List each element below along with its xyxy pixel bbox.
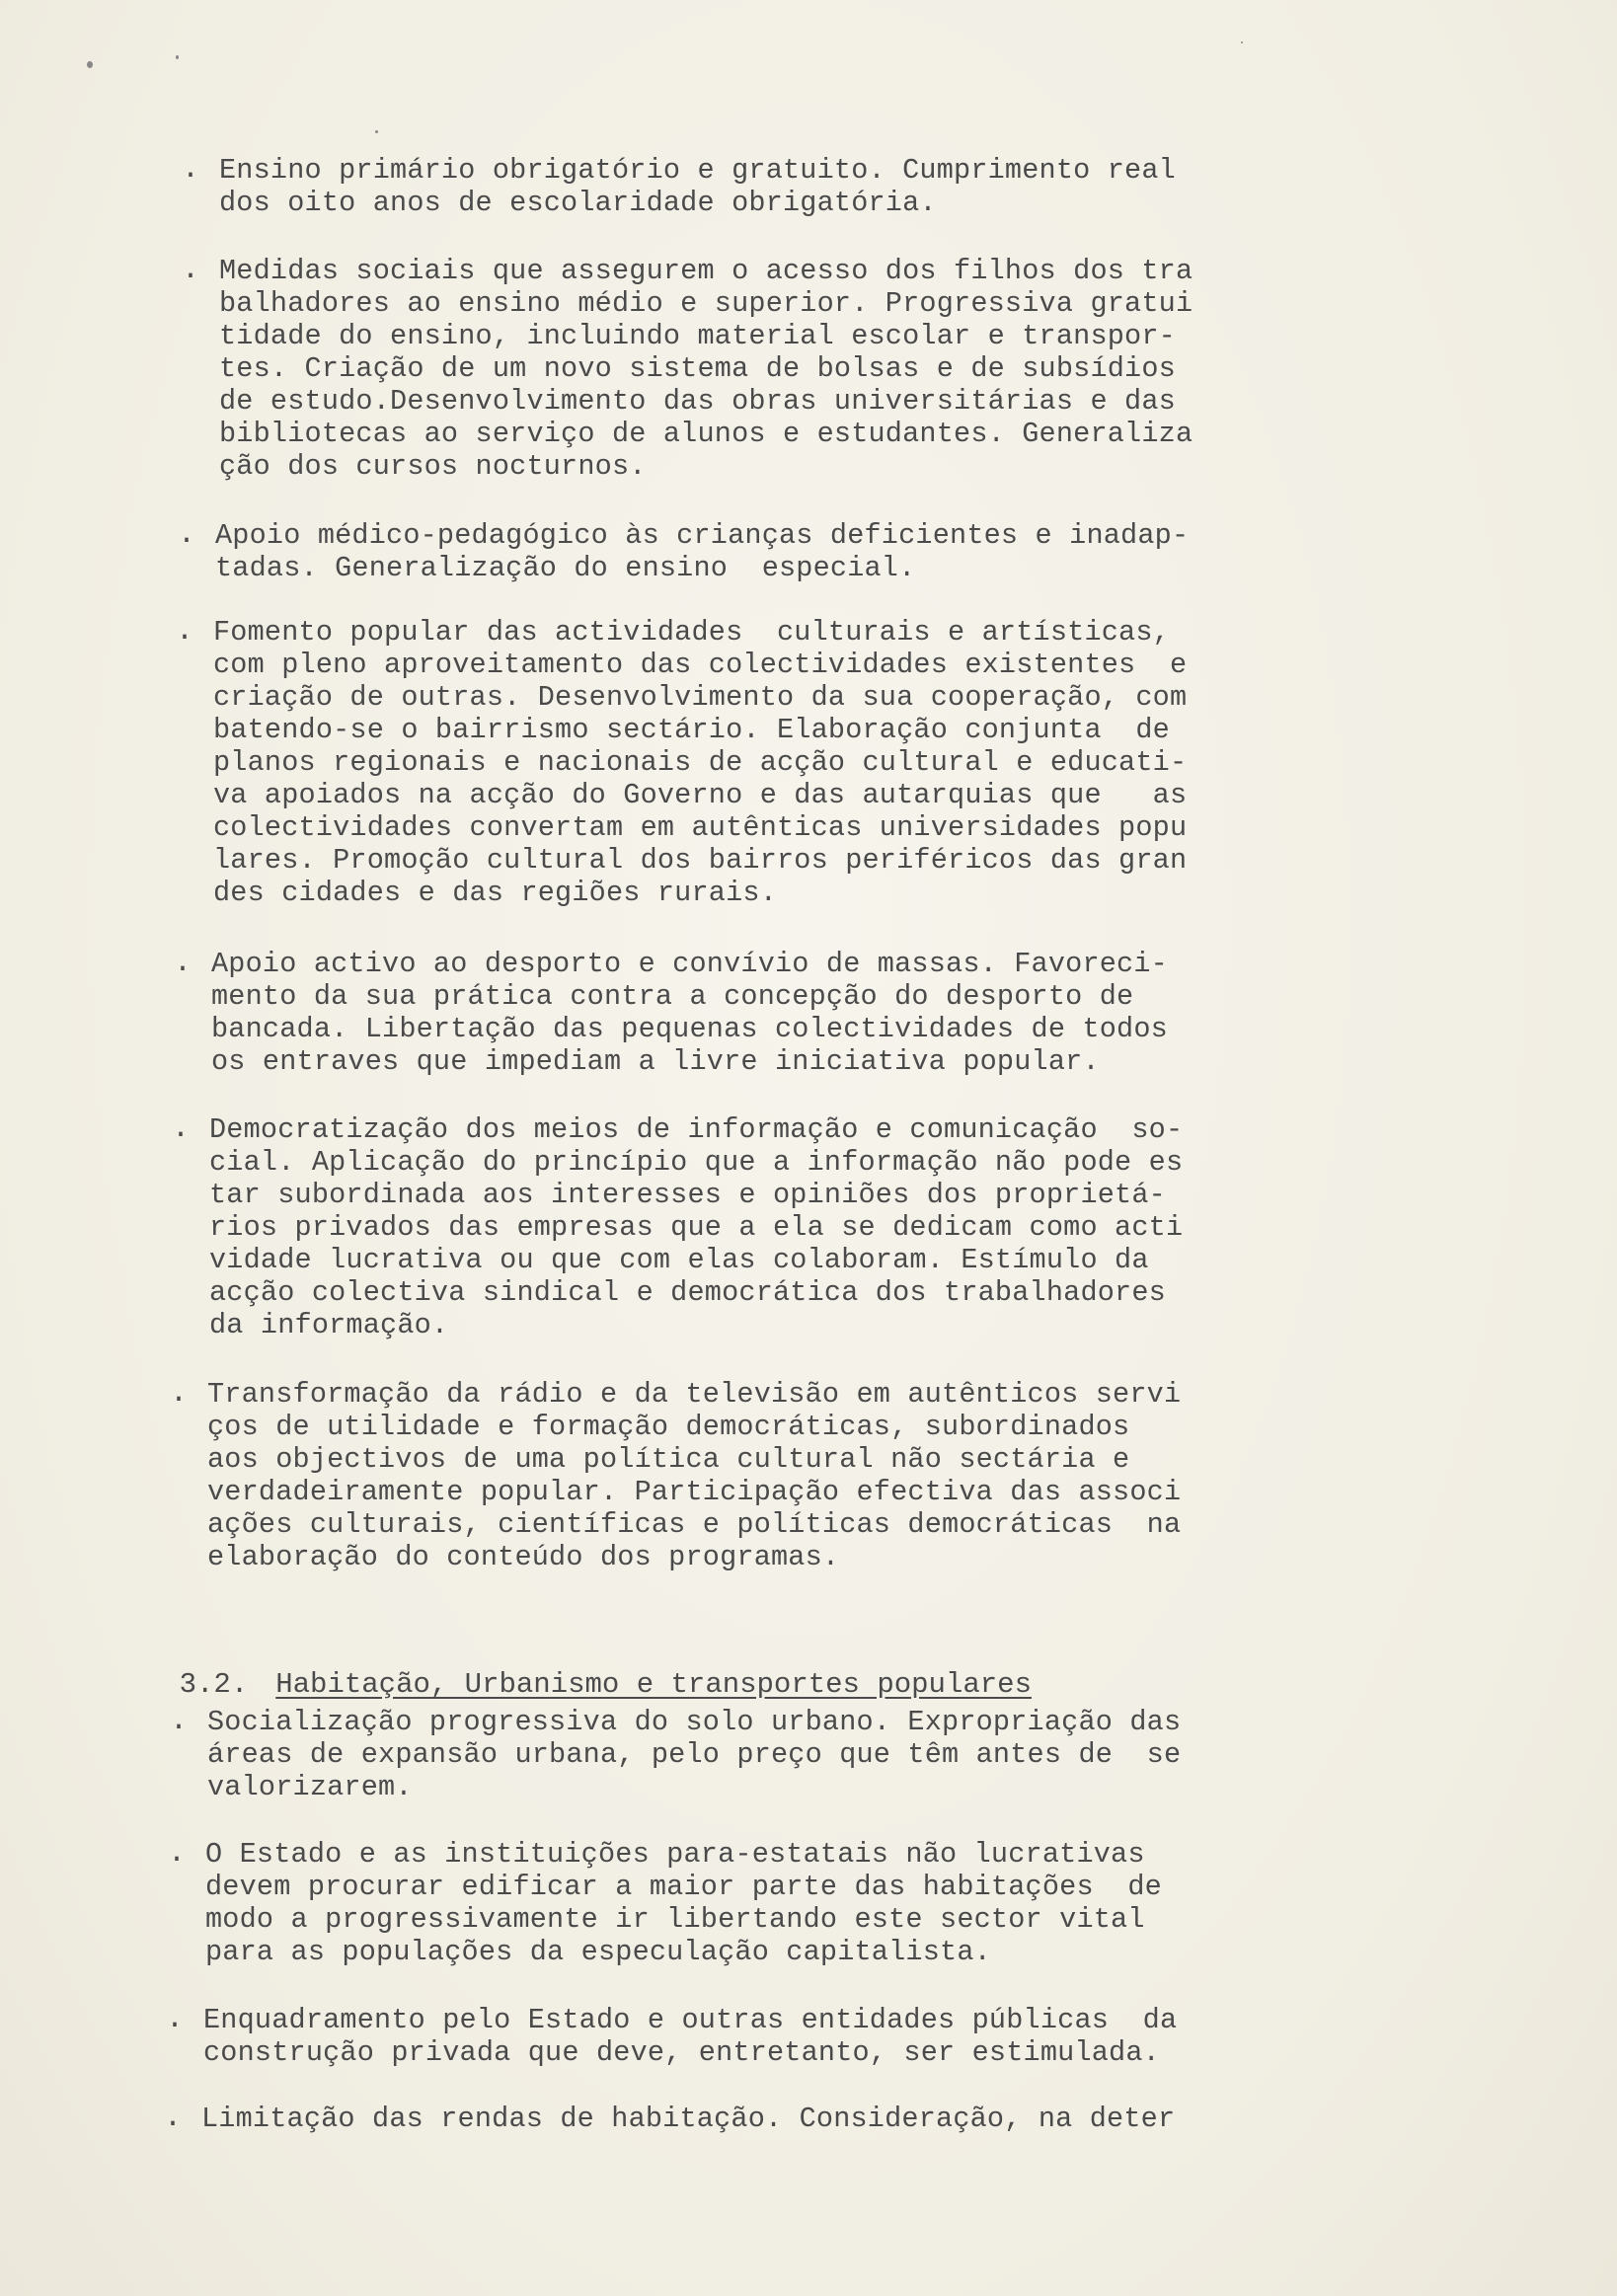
text-line: vidade lucrativa ou que com elas colaboram. Estímulo da bbox=[209, 1244, 1149, 1276]
bullet-item bbox=[178, 518, 1360, 584]
bullet-item bbox=[174, 947, 1356, 1078]
bullet-point: . bbox=[182, 254, 200, 287]
text-line: bibliotecas ao serviço de alunos e estudantes. Generaliza bbox=[219, 418, 1194, 450]
bullet-item bbox=[182, 254, 1364, 483]
text-line: Apoio activo ao desporto e convívio de massas. Favoreci- bbox=[211, 948, 1168, 980]
bullet-item bbox=[172, 1112, 1354, 1341]
text-line: construção privada que deve, entretanto, ser estimulada. bbox=[203, 2036, 1160, 2069]
bullet-point: . bbox=[168, 1837, 187, 1871]
text-line: va apoiados na acção do Governo e das autarquias que as bbox=[213, 779, 1188, 811]
bullet-point: . bbox=[170, 1377, 189, 1411]
bullet-point: . bbox=[164, 2102, 183, 2135]
text-line: ção dos cursos nocturnos. bbox=[219, 450, 647, 483]
text-line: com pleno aproveitamento das colectividades existentes e bbox=[213, 649, 1188, 681]
bullet-point: . bbox=[166, 2003, 185, 2036]
bullet-point: . bbox=[172, 1112, 191, 1146]
bullet-point: . bbox=[182, 153, 200, 187]
text-line: modo a progressivamente ir libertando este sector vital bbox=[205, 1903, 1145, 1936]
paper-speck bbox=[1241, 41, 1243, 43]
paper-speck bbox=[176, 55, 179, 59]
text-line: aos objectivos de uma política cultural não sectária e bbox=[207, 1443, 1130, 1476]
text-line: verdadeiramente popular. Participação efectiva das associ bbox=[207, 1476, 1182, 1508]
text-line: ços de utilidade e formação democráticas, subordinados bbox=[207, 1411, 1130, 1443]
bullet-point: . bbox=[174, 947, 192, 980]
paper-speck bbox=[375, 130, 378, 133]
text-line: criação de outras. Desenvolvimento da sua cooperação, com bbox=[213, 681, 1188, 714]
text-line: valorizarem. bbox=[207, 1771, 413, 1803]
text-line: de estudo.Desenvolvimento das obras universitárias e das bbox=[219, 385, 1176, 418]
text-line: Enquadramento pelo Estado e outras entidades públicas da bbox=[203, 2004, 1178, 2036]
bullet-item bbox=[168, 1837, 1350, 1968]
text-line: áreas de expansão urbana, pelo preço que têm antes de se bbox=[207, 1738, 1182, 1771]
text-line: Democratização dos meios de informação e comunicação so- bbox=[209, 1113, 1184, 1146]
bullet-point: . bbox=[178, 518, 196, 552]
bullet-point: . bbox=[176, 615, 194, 649]
text-line: tes. Criação de um novo sistema de bolsas e de subsídios bbox=[219, 352, 1176, 385]
text-line: Ensino primário obrigatório e gratuito. Cumprimento real bbox=[219, 154, 1176, 187]
text-line: des cidades e das regiões rurais. bbox=[213, 877, 777, 909]
text-line: Apoio médico-pedagógico às crianças deficientes e inadap- bbox=[215, 519, 1190, 552]
bullet-item bbox=[170, 1705, 1352, 1803]
text-line: tidade do ensino, incluindo material escolar e transpor- bbox=[219, 320, 1176, 352]
section-title: Habitação, Urbanismo e transportes populares bbox=[275, 1668, 1032, 1701]
text-line: devem procurar edificar a maior parte das habitações de bbox=[205, 1871, 1162, 1903]
text-line: Limitação das rendas de habitação. Consideração, na deter bbox=[201, 2103, 1176, 2135]
bullet-item bbox=[176, 615, 1358, 909]
text-line: tar subordinada aos interesses e opiniões dos proprietá- bbox=[209, 1179, 1166, 1211]
bullet-item bbox=[164, 2102, 1347, 2135]
text-line: batendo-se o bairrismo sectário. Elaboração conjunta de bbox=[213, 714, 1170, 746]
text-line: cial. Aplicação do princípio que a informação não pode es bbox=[209, 1146, 1184, 1179]
text-line: O Estado e as instituições para-estatais não lucrativas bbox=[205, 1838, 1145, 1871]
text-line: da informação. bbox=[209, 1309, 449, 1341]
text-line: acção colectiva sindical e democrática dos trabalhadores bbox=[209, 1276, 1166, 1309]
bullet-item bbox=[170, 1377, 1352, 1573]
text-line: tadas. Generalização do ensino especial. bbox=[215, 552, 916, 584]
text-line: Socialização progressiva do solo urbano. Expropriação das bbox=[207, 1706, 1182, 1738]
text-line: Medidas sociais que assegurem o acesso dos filhos dos tra bbox=[219, 255, 1194, 287]
text-line: os entraves que impediam a livre iniciativa popular. bbox=[211, 1045, 1100, 1078]
text-line: lares. Promoção cultural dos bairros periféricos das gran bbox=[213, 844, 1188, 877]
text-line: dos oito anos de escolaridade obrigatória. bbox=[219, 187, 937, 219]
text-line: ações culturais, científicas e políticas democráticas na bbox=[207, 1508, 1182, 1541]
text-line: elaboração do conteúdo dos programas. bbox=[207, 1541, 840, 1573]
text-line: planos regionais e nacionais de acção cultural e educati- bbox=[213, 746, 1188, 779]
bullet-item bbox=[166, 2003, 1348, 2069]
text-line: para as populações da especulação capitalista. bbox=[205, 1936, 991, 1968]
text-line: bancada. Libertação das pequenas colectividades de todos bbox=[211, 1013, 1168, 1045]
section-number: 3.2. bbox=[179, 1668, 249, 1701]
bullet-item bbox=[182, 153, 1364, 219]
text-line: Fomento popular das actividades culturais e artísticas, bbox=[213, 616, 1170, 649]
text-line: mento da sua prática contra a concepção do desporto de bbox=[211, 980, 1134, 1013]
text-line: rios privados das empresas que a ela se dedicam como acti bbox=[209, 1211, 1184, 1244]
bullet-point: . bbox=[170, 1705, 189, 1738]
paper-speck bbox=[87, 61, 93, 68]
text-line: balhadores ao ensino médio e superior. Progressiva gratui bbox=[219, 287, 1194, 320]
text-line: Transformação da rádio e da televisão em autênticos servi bbox=[207, 1378, 1182, 1411]
text-line: colectividades convertam em autênticas universidades popu bbox=[213, 811, 1188, 844]
